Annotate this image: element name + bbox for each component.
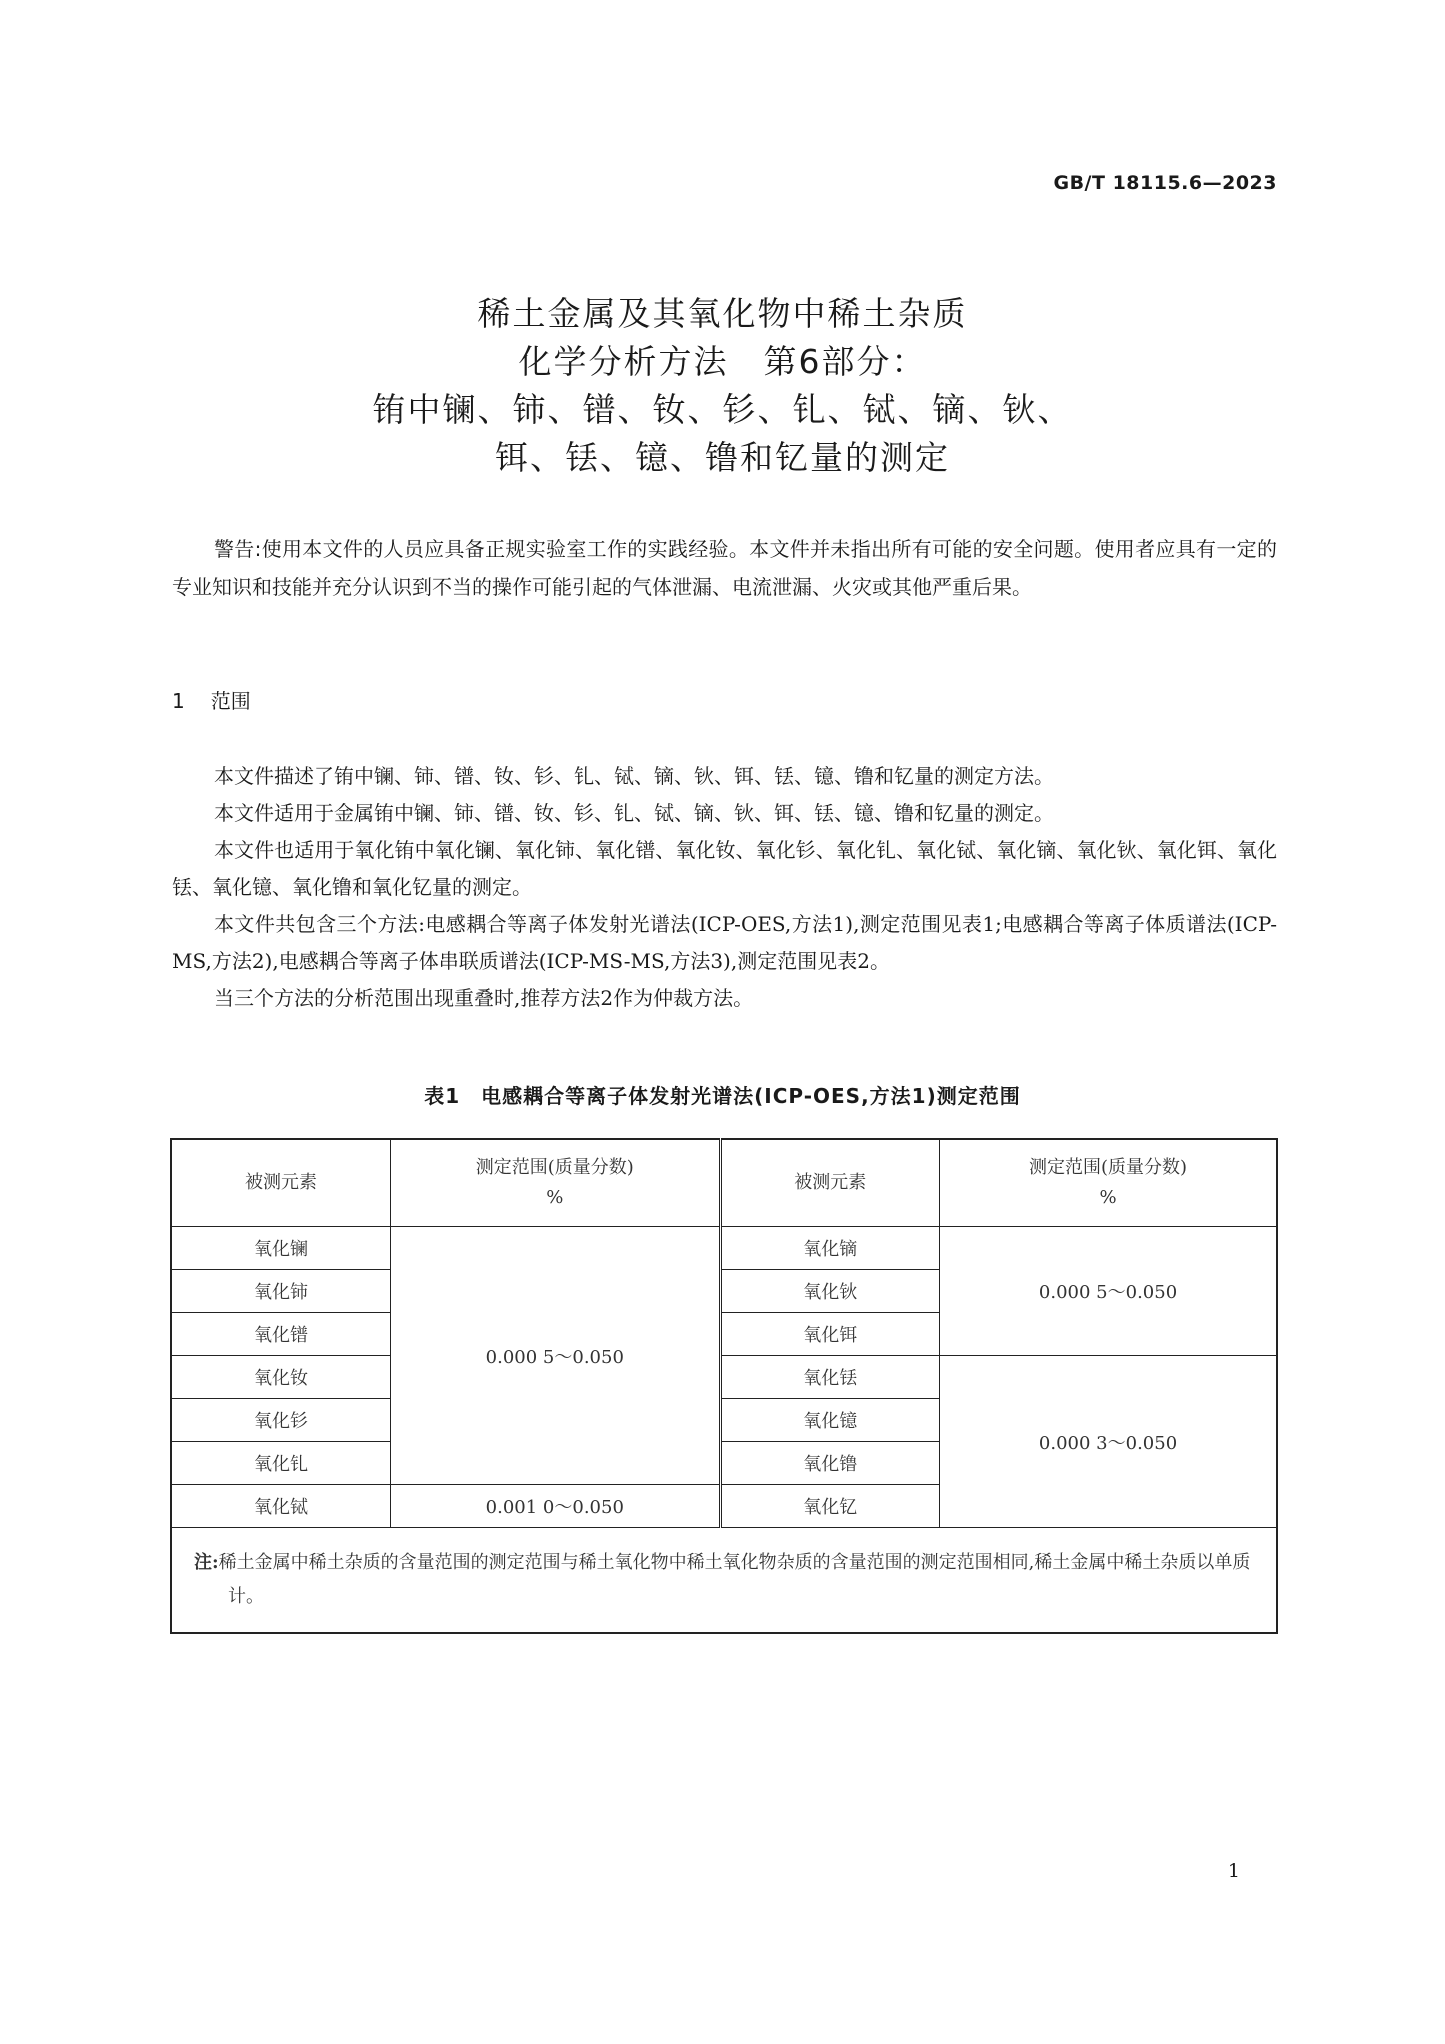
element-cell: 氧化铒 (720, 1313, 940, 1356)
header-range: 测定范围(质量分数) % (391, 1139, 720, 1227)
section-title: 范围 (210, 689, 251, 713)
title-line: 化学分析方法 第6部分： (518, 342, 927, 381)
element-cell: 氧化钆 (171, 1442, 391, 1485)
note-label: 注: (194, 1552, 219, 1573)
note-text: 稀土金属中稀土杂质的含量范围的测定范围与稀土氧化物中稀土氧化物杂质的含量范围的测定范围相同,稀土金属中稀土杂质以单质计。 (218, 1552, 1251, 1607)
paragraph: 本文件描述了铕中镧、铈、镨、钕、钐、钆、铽、镝、钬、铒、铥、镱、镥和钇量的测定方法。 (214, 764, 1054, 788)
element-cell: 氧化铽 (171, 1485, 391, 1528)
element-cell: 氧化钇 (720, 1485, 940, 1528)
table-note-row (171, 1528, 1277, 1634)
header-element: 被测元素 (720, 1139, 940, 1227)
title-line: 铕中镧、铈、镨、钕、钐、钆、铽、镝、钬、 (372, 390, 1073, 429)
element-cell: 氧化钬 (720, 1270, 940, 1313)
section-number: 1 (172, 689, 185, 713)
section-heading (172, 685, 251, 714)
range-cell: 0.000 5～0.050 (940, 1227, 1277, 1356)
safety-warning: 警告:使用本文件的人员应具备正规实验室工作的实践经验。本文件并未指出所有可能的安全问题。使用者应具有一定的专业知识和技能并充分认识到不当的操作可能引起的气体泄漏、电流泄漏、火灾或其他严重后果。 (172, 537, 1277, 599)
scope-text (172, 758, 1277, 1017)
title-line: 稀土金属及其氧化物中稀土杂质 (477, 294, 968, 333)
paragraph: 本文件适用于金属铕中镧、铈、镨、钕、钐、钆、铽、镝、钬、铒、铥、镱、镥和钇量的测定。 (214, 801, 1054, 825)
table-note (171, 1528, 1277, 1634)
table-row (171, 1227, 1277, 1270)
element-cell: 氧化镝 (720, 1227, 940, 1270)
document-title (0, 290, 1445, 482)
paragraph: 本文件共包含三个方法:电感耦合等离子体发射光谱法(ICP-OES,方法1),测定范围见表1;电感耦合等离子体质谱法(ICP-MS,方法2),电感耦合等离子体串联质谱法(ICP-MS-MS,方法3),测定范围见表2。 (172, 912, 1277, 973)
header-range: 测定范围(质量分数) % (940, 1139, 1277, 1227)
element-cell: 氧化镱 (720, 1399, 940, 1442)
element-cell: 氧化铥 (720, 1356, 940, 1399)
title-line: 铒、铥、镱、镥和钇量的测定 (495, 438, 950, 477)
range-cell: 0.000 3～0.050 (940, 1356, 1277, 1528)
paragraph: 当三个方法的分析范围出现重叠时,推荐方法2作为仲裁方法。 (214, 986, 754, 1010)
element-cell: 氧化钐 (171, 1399, 391, 1442)
header-element: 被测元素 (171, 1139, 391, 1227)
table-caption: 表1 电感耦合等离子体发射光谱法(ICP-OES,方法1)测定范围 (424, 1084, 1021, 1108)
table-row (171, 1356, 1277, 1399)
element-cell: 氧化镥 (720, 1442, 940, 1485)
page-number: 1 (1227, 1860, 1240, 1882)
element-cell: 氧化铈 (171, 1270, 391, 1313)
table-header-row (171, 1139, 1277, 1227)
element-cell: 氧化镨 (171, 1313, 391, 1356)
range-table (170, 1138, 1278, 1634)
element-cell: 氧化镧 (171, 1227, 391, 1270)
paragraph: 本文件也适用于氧化铕中氧化镧、氧化铈、氧化镨、氧化钕、氧化钐、氧化钆、氧化铽、氧化镝、氧化钬、氧化铒、氧化铥、氧化镱、氧化镥和氧化钇量的测定。 (172, 838, 1277, 899)
range-cell: 0.000 5～0.050 (391, 1227, 720, 1485)
range-cell: 0.001 0～0.050 (391, 1485, 720, 1528)
element-cell: 氧化钕 (171, 1356, 391, 1399)
standard-code: GB/T 18115.6—2023 (1053, 172, 1277, 194)
